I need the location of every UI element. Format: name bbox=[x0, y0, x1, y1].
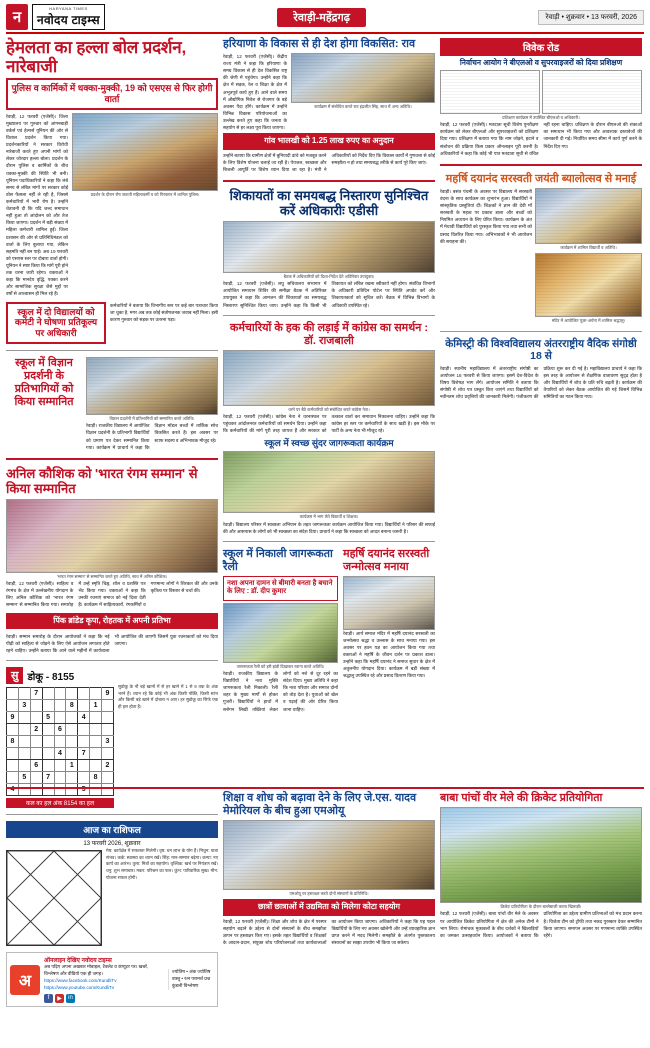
sudoku-cell[interactable]: 2 bbox=[102, 760, 114, 772]
mou-body: रेवाड़ी, 12 फरवरी (एजेंसी)। शिक्षा और शोध के क्षेत्र में परस्पर सहयोग बढ़ाने के उद्देश्य से दोनों संस्थानों के बीच समझौता ज्ञापन पर हस्ताक्षर किए गए। इसके तहत विद्यार्थियों व शिक्षकों के आदान-प्रदान, संयुक्त शोध परियोजनाओं तथा कार्यशालाओं का आयोजन किया जाएगा। अधिकारियों ने कहा कि यह पहल विद्यार्थियों के लिए नए अवसर खोलेगी और उन्हें व्यावहारिक ज्ञान प्राप्त करने में मदद मिलेगी। समझौते के अंतर्गत पुस्तकालय संसाधनों का साझा उपयोग भी किया जा सकेगा। bbox=[223, 918, 435, 946]
sudoku-cell[interactable]: 7 bbox=[42, 772, 54, 784]
training-photo-row bbox=[440, 70, 642, 114]
divider-accent bbox=[6, 458, 218, 460]
publication-logo: न bbox=[6, 4, 28, 30]
sudoku-cell[interactable]: 5 bbox=[42, 712, 54, 724]
sudoku-cell[interactable]: 7 bbox=[78, 748, 90, 760]
worker-body: रेवाड़ी, 12 फरवरी (एजेंसी)। कांग्रेस नेता ने धरनास्थल पर पहुंचकर आंदोलनरत कर्मचारियों को समर्थन दिया। उन्होंने कहा कि कर्मचारियों की मांगें पूरी तरह जायज हैं और सरकार को तत्काल वार्ता कर समाधान निकालना चाहिए। उन्होंने कहा कि कांग्रेस हर स्तर पर कर्मचारियों के साथ खड़ी है। इस मौके पर पार्टी के अन्य नेता भी मौजूद रहे। bbox=[223, 414, 435, 434]
sudoku-cell[interactable] bbox=[78, 772, 90, 784]
extra-col1-body: रेवाड़ी। सम्मान समारोह के दौरान आयोजकों ने कहा कि नई पीढ़ी को साहित्य से जोड़ने के लिए ऐसे आयोजन लगातार होते रहने चाहिए। उन्होंने बताया कि आने वाले महीनों में कार्यशाला भी आयोजित की जाएगी जिसमें युवा रचनाकारों को मंच दिया जाएगा। bbox=[6, 633, 218, 654]
bottom-band bbox=[6, 787, 644, 1039]
ad-side-text: ज्योतिष • अंक ज्योतिष वास्तु • रत्न परामर्श प्रश्न कुंडली विश्लेषण bbox=[168, 969, 214, 990]
sudoku-cell[interactable] bbox=[54, 700, 66, 712]
divider-accent-3 bbox=[440, 164, 642, 166]
sudoku-badge: सु bbox=[6, 667, 23, 684]
sudoku-cell[interactable] bbox=[54, 736, 66, 748]
saraswati-story bbox=[343, 548, 435, 713]
award-photo bbox=[6, 499, 218, 573]
sudoku-cell[interactable]: 1 bbox=[66, 760, 78, 772]
mou-headline: शिक्षा व शोध को बढ़ावा देने के लिए जे.एस. यादव मेमोरियल के बीच हुआ एमओयू bbox=[223, 792, 417, 817]
sudoku-cell[interactable] bbox=[66, 724, 78, 736]
sudoku-cell[interactable] bbox=[7, 748, 19, 760]
sudoku-cell[interactable] bbox=[90, 760, 102, 772]
cricket-story bbox=[440, 792, 642, 1039]
lead-photo bbox=[72, 113, 218, 191]
lead-photo-caption: प्रदर्शन के दौरान रोष जताती महिलाकर्मी व को गिरफ्तार में शामिल पुलिस। bbox=[90, 191, 200, 197]
grievance-headline: शिकायतों का समयबद्ध निस्तारण सुनिश्चित करें अधिकारीः एडीसी bbox=[229, 187, 429, 218]
training-photo-2 bbox=[542, 70, 642, 114]
ad-links[interactable]: https://www.facebook.com/KundliTv https://www.youtube.com/KundliTv bbox=[44, 978, 117, 990]
worker-photo-caption: धरने पर बैठे कर्मचारियों को संबोधित करते कांग्रेस नेता। bbox=[288, 406, 370, 412]
sudoku-cell[interactable] bbox=[102, 700, 114, 712]
masthead bbox=[6, 4, 644, 34]
sudoku-cell[interactable] bbox=[7, 688, 19, 700]
sudoku-cell[interactable] bbox=[42, 724, 54, 736]
rally-quote-box bbox=[223, 576, 338, 601]
horoscope-title: आज का राशिफल bbox=[6, 821, 218, 838]
sudoku-cell[interactable]: 6 bbox=[30, 760, 42, 772]
mou-callout: छात्रों छात्राओं में उद्यमिता को मिलेगा कोटा सहयोग bbox=[223, 899, 435, 915]
publication-title: नवोदय टाइम्स bbox=[37, 13, 100, 27]
masthead-center bbox=[105, 4, 539, 30]
training-photo-1 bbox=[440, 70, 540, 114]
rally-photo-caption: जागरूकता रैली को हरी झंडी दिखाकर रवाना करते अतिथि। bbox=[236, 663, 325, 669]
development-grant-note: गांव भालखी को 1.25 लाख रुपए का अनुदान bbox=[223, 133, 435, 149]
basant-story bbox=[440, 173, 642, 325]
sudoku-cell[interactable]: 3 bbox=[18, 700, 30, 712]
divider-5 bbox=[223, 541, 435, 542]
horoscope-date: 13 फरवरी 2026, शुक्रवार bbox=[83, 841, 141, 848]
sudoku-cell[interactable] bbox=[54, 772, 66, 784]
sudoku-cell[interactable] bbox=[7, 760, 19, 772]
cricket-headline: बाबा पांचों वीर मेले की क्रिकेट प्रतियोगिता bbox=[440, 792, 603, 804]
lead-callout-body: कर्मचारियों ने बताया कि विभागीय स्तर पर कई बार पत्राचार किया जा चुका है, मगर अब तक कोई संतोषजनक जवाब नहीं मिला। इसी कारण गुरुवार को सड़क पर उतरना पड़ा। bbox=[110, 302, 218, 322]
sudoku-cell[interactable] bbox=[18, 712, 30, 724]
divider-accent-2 bbox=[223, 180, 435, 182]
cricket-body: रेवाड़ी, 12 फरवरी (एजेंसी)। बाबा पांचों वीर मेले के अवसर पर आयोजित क्रिकेट प्रतियोगिता में क्षेत्र की अनेक टीमों ने भाग लिया। रोमांचक मुकाबलों के बीच दर्शकों ने खिलाड़ियों का जमकर उत्साहवर्धन किया। आयोजकों ने बताया कि प्रतियोगिता का उद्देश्य ग्रामीण प्रतिभाओं को मंच प्रदान करना है। विजेता टीम को ट्रॉफी तथा नकद पुरस्कार देकर सम्मानित किया जाएगा। समापन अवसर पर गणमान्य व्यक्ति उपस्थित रहेंगे। bbox=[440, 911, 642, 938]
sudoku-cell[interactable] bbox=[42, 760, 54, 772]
sudoku-cell[interactable] bbox=[30, 736, 42, 748]
horoscope-text: मेष: कार्यक्षेत्र में सफलता मिलेगी। वृष: धन लाभ के योग हैं। मिथुन: यात्रा संभव। कर्क: स्वास्थ्य का ध्यान रखें। सिंह: मान-सम्मान बढ़ेगा। कन्या: नए कार्य का आरंभ। तुला: मित्रों का सहयोग। वृश्चिक: खर्च पर नियंत्रण रखें। धनु: शुभ समाचार। मकर: परिश्रम का फल। कुंभ: पारिवारिक सुख। मीन: योजना सफल होगी। bbox=[106, 848, 218, 880]
sudoku-cell[interactable]: 8 bbox=[66, 700, 78, 712]
sudoku-cell[interactable]: 6 bbox=[54, 724, 66, 736]
lead-callout-text: स्कूल में दो विद्यालयों को कमेटी ने घोषणा प्रतिकूल्य पर अधिकारी bbox=[14, 306, 98, 339]
sudoku-header bbox=[6, 667, 218, 684]
sudoku-grid[interactable] bbox=[6, 687, 114, 796]
rally-photo bbox=[223, 603, 338, 663]
grievance-photo-caption: बैठक में अधिकारियों को दिशा-निर्देश देते अतिरिक्त उपायुक्त। bbox=[283, 273, 375, 279]
temple-photo bbox=[535, 253, 642, 317]
development-body: रेवाड़ी, 12 फरवरी (एजेंसी)। केंद्रीय राज्य मंत्री ने कहा कि हरियाणा के समग्र विकास से ही देश विकसित राष्ट्र की श्रेणी में पहुंचेगा। उन्होंने कहा कि क्षेत्र में सड़क, रेल व शिक्षा के क्षेत्र में अभूतपूर्व कार्य हुए हैं। आने वाले समय में औद्योगिक निवेश से रोजगार के बड़े अवसर पैदा होंगे। कार्यक्रम में उन्होंने विभिन्न विकास परियोजनाओं का उल्लेख करते हुए कहा कि जनता के सहयोग से हर लक्ष्य पूरा किया जाएगा। bbox=[223, 53, 287, 131]
sudoku-cell[interactable] bbox=[66, 772, 78, 784]
sudoku-cell[interactable]: 1 bbox=[90, 700, 102, 712]
worker-support-story bbox=[223, 322, 435, 435]
grievance-story bbox=[223, 189, 435, 309]
grievance-photo bbox=[223, 221, 435, 273]
sudoku-cell[interactable] bbox=[30, 748, 42, 760]
yoga-story bbox=[223, 438, 435, 534]
mou-photo-caption: एमओयू पर हस्ताक्षर करते दोनों संस्थानों के प्रतिनिधि। bbox=[289, 890, 369, 896]
temple-photo-caption: मंदिर में आयोजित पूजा-अर्चना में शामिल श्रद्धालु। bbox=[551, 318, 626, 324]
sudoku-instructions: सुडोकू के नौ बड़े खानों में से हर खाने में 1 से 9 तक के अंक भरने हैं। ध्यान रहे कि कोई भी अंक किसी पंक्ति, किसी स्तंभ और किसी बड़े खाने में दोबारा न आए। हर सुडोकू का सिर्फ एक ही हल होता है। bbox=[118, 684, 218, 710]
rally-quote: नशा अपना दामन से बीमारी बनता है बचाने के लिए : डॉ. दीप कुमार bbox=[227, 579, 333, 596]
dateline: रेवाड़ी • शुक्रवार • 13 फरवरी, 2026 bbox=[538, 10, 644, 25]
development-photo-caption: कार्यक्रम में संबोधित करते राव इंद्रजीत सिंह, साथ में अन्य अतिथि। bbox=[314, 103, 412, 109]
sudoku-cell[interactable]: 9 bbox=[102, 688, 114, 700]
sudoku-cell[interactable]: 7 bbox=[30, 688, 42, 700]
ad-headline: ऑनलाइन देखिए नवोदय टाइम्स bbox=[44, 958, 112, 965]
divider-2 bbox=[6, 660, 218, 661]
development-headline: हरियाणा के विकास से ही देश होगा विकसित: राव bbox=[223, 38, 416, 50]
sudoku-cell[interactable]: 4 bbox=[78, 712, 90, 724]
saraswati-headline: महर्षि दयानंद सरस्वती जन्मोत्सव मनाया bbox=[343, 547, 430, 573]
sudoku-answer-strip: कल का हल अंक 8154 का हल bbox=[6, 798, 114, 808]
saraswati-body: रेवाड़ी। आर्य समाज मंदिर में महर्षि दयानंद सरस्वती का जन्मोत्सव श्रद्धा व उल्लास के साथ मनाया गया। इस अवसर पर हवन यज्ञ का आयोजन किया गया तथा वक्ताओं ने महर्षि के जीवन दर्शन पर प्रकाश डाला। उन्होंने कहा कि महर्षि दयानंद ने समाज सुधार के क्षेत्र में अतुलनीय योगदान दिया। कार्यक्रम में बड़ी संख्या में श्रद्धालु उपस्थित रहे और प्रसाद वितरण किया गया। bbox=[343, 630, 435, 679]
sudoku-cell[interactable] bbox=[66, 736, 78, 748]
sudoku-cell[interactable] bbox=[78, 700, 90, 712]
mou-photo bbox=[223, 820, 435, 890]
rally-story bbox=[223, 548, 338, 713]
training-story bbox=[440, 38, 642, 157]
training-body: रेवाड़ी, 12 फरवरी (एजेंसी)। मतदाता सूची विशेष पुनरीक्षण कार्यक्रम को लेकर बीएलओ और सुपरवाइजरों को प्रशिक्षण दिया गया। प्रशिक्षण में बताया गया कि नाम जोड़ने, हटाने व संशोधन की प्रक्रिया किस प्रकार ऑनलाइन पूरी करनी है। अधिकारियों ने कहा कि कोई भी पात्र मतदाता सूची से वंचित नहीं रहना चाहिए। प्रशिक्षण के दौरान बीएलओ की शंकाओं का समाधान भी किया गया और आवश्यक दस्तावेजों की जानकारी दी गई। निर्धारित समय सीमा में कार्य पूर्ण करने के निर्देश दिए गए। bbox=[440, 122, 642, 156]
ad-body: अब पढ़िए अपना अखबार मोबाइल, टैबलेट व कंप्यूटर पर। खबरें, विश्लेषण और वीडियो एक ही जगह। bbox=[44, 964, 149, 977]
sudoku-title: डोकू - 8155 bbox=[27, 671, 75, 683]
lead-subhead: पुलिस व कार्मिकों में धक्का-मुक्की, 19 को एसएस से फिर होगी वार्ता bbox=[11, 83, 213, 104]
sudoku-cell[interactable] bbox=[78, 760, 90, 772]
sudoku-row bbox=[7, 736, 114, 748]
conference-body: रेवाड़ी। स्थानीय महाविद्यालय में अंतरराष्ट्रीय संगोष्ठी का आयोजन 18 फरवरी से किया जाएगा। इसमें देश-विदेश के विषय विशेषज्ञ भाग लेंगे। आयोजन समिति ने बताया कि संगोष्ठी में शोध पत्र प्रस्तुत किए जाएंगे तथा विद्यार्थियों को नवीनतम शोध प्रवृत्तियों की जानकारी मिलेगी। पंजीकरण की प्रक्रिया शुरू कर दी गई है। महाविद्यालय प्राचार्य ने कहा कि इस तरह के आयोजन से शैक्षणिक वातावरण सुदृढ़ होता है और विद्यार्थियों में शोध के प्रति रुचि बढ़ती है। कार्यक्रम की तैयारियों को लेकर बैठक आयोजित की गई जिसमें विभिन्न समितियों का गठन किया गया। bbox=[440, 366, 642, 400]
mou-story bbox=[223, 792, 435, 1039]
masthead-brand bbox=[6, 4, 105, 30]
sudoku-cell[interactable] bbox=[102, 712, 114, 724]
award-headline: अनिल कौशिक को 'भारत रंगम सम्मान' से किया सम्मानित bbox=[6, 465, 198, 496]
basant-photo bbox=[535, 188, 642, 244]
publication-name-box bbox=[32, 4, 105, 30]
basant-body: रेवाड़ी। बसंत पंचमी के अवसर पर विद्यालय में सरस्वती वंदना के साथ कार्यक्रम का शुभारंभ हुआ। विद्यार्थियों ने सांस्कृतिक प्रस्तुतियां दीं। शिक्षकों ने ज्ञान की देवी माँ सरस्वती के महत्व पर प्रकाश डाला और बच्चों को नियमित अध्ययन के लिए प्रेरित किया। कार्यक्रम के अंत में मेधावी विद्यार्थियों को पुरस्कृत किया गया तथा सभी को प्रसाद वितरित किया गया। अभिभावकों ने भी आयोजन की सराहना की। bbox=[440, 188, 532, 244]
sudoku-cell[interactable] bbox=[90, 724, 102, 736]
sudoku-cell[interactable] bbox=[18, 748, 30, 760]
sudoku-cell[interactable] bbox=[18, 736, 30, 748]
sudoku-cell[interactable] bbox=[54, 712, 66, 724]
lead-body-left: रेवाड़ी, 12 फरवरी (एजेंसी)। जिला मुख्यालय पर गुरुवार को आंगनबाड़ी वर्कर्स एवं हेल्पर्स यूनियन की ओर से विशाल प्रदर्शन किया गया। प्रदर्शनकारियों ने सरकार विरोधी नारेबाजी करते हुए अपनी मांगों को लेकर जोरदार हल्ला बोला। प्रदर्शन के दौरान पुलिस व कार्मिकों के बीच धक्का-मुक्की की स्थिति भी बनी। यूनियन पदाधिकारियों ने कहा कि लंबे समय से लंबित मांगों पर सरकार कोई ठोस फैसला नहीं ले रही है, जिससे कर्मचारियों में भारी रोष है। उन्होंने चेतावनी दी कि यदि जल्द समाधान नहीं हुआ तो आंदोलन को और तेज किया जाएगा। प्रदर्शन में बड़ी संख्या में महिला कर्मचारी शामिल हुईं। जिला प्रशासन की ओर से प्रतिनिधिमंडल को वार्ता के लिए बुलाया गया, लेकिन सहमति नहीं बन पाई। अब 19 फरवरी को एसएस स्तर पर दोबारा वार्ता होगी। यूनियन ने स्पष्ट किया कि मांगें पूरी होने तक धरना जारी रहेगा। वक्ताओं ने कहा कि मानदेय वृद्धि, पक्का करने और सामाजिक सुरक्षा जैसे मुद्दों पर वर्षों से आश्वासन ही मिल रहे हैं। bbox=[6, 113, 68, 297]
sudoku-cell[interactable] bbox=[90, 688, 102, 700]
lead-headline: हेमलता का हल्ला बोल प्रदर्शन, नारेबाजी bbox=[6, 38, 187, 77]
sudoku-cell[interactable] bbox=[7, 700, 19, 712]
sudoku-cell[interactable] bbox=[102, 772, 114, 784]
worker-photo bbox=[223, 350, 435, 406]
sudoku-cell[interactable] bbox=[18, 760, 30, 772]
lead-subhead-box bbox=[6, 78, 218, 110]
sudoku-cell[interactable] bbox=[78, 688, 90, 700]
sudoku-row bbox=[7, 688, 114, 700]
sudoku-cell[interactable]: 3 bbox=[102, 736, 114, 748]
rally-headline: स्कूल में निकाली जागरूकता रैली bbox=[223, 547, 333, 573]
sudoku-cell[interactable]: 4 bbox=[54, 748, 66, 760]
sudoku-cell[interactable] bbox=[7, 772, 19, 784]
conference-story bbox=[440, 338, 642, 401]
yoga-photo bbox=[223, 451, 435, 513]
cricket-photo-caption: क्रिकेट प्रतियोगिता के दौरान बल्लेबाजी करता खिलाड़ी। bbox=[500, 903, 582, 909]
sudoku-cell[interactable]: 8 bbox=[90, 772, 102, 784]
sudoku-cell[interactable]: 8 bbox=[7, 736, 19, 748]
science-photo-caption: विज्ञान प्रदर्शनी में प्रतिभागियों को सम्मानित करते अतिथि। bbox=[109, 415, 195, 421]
sudoku-cell[interactable] bbox=[30, 700, 42, 712]
sudoku-cell[interactable]: 4 bbox=[7, 784, 19, 796]
award-photo-caption: 'भारत रंगम सम्मान' से सम्मानित करते हुए अतिथि, साथ में अनिल कौशिक। bbox=[56, 573, 168, 579]
training-kicker: विवेक रोड bbox=[440, 38, 642, 56]
basant-headline: महर्षि दयानंद सरस्वती जयंती ब्यालोत्सव से मनाई bbox=[445, 172, 637, 185]
sudoku-cell[interactable]: 5 bbox=[18, 772, 30, 784]
publication-kicker: HARYANA TIMES bbox=[49, 6, 88, 11]
masthead-right bbox=[538, 4, 644, 30]
sudoku-cell[interactable] bbox=[7, 724, 19, 736]
youtube-icon[interactable]: ▶ bbox=[55, 994, 64, 1003]
sudoku-cell[interactable] bbox=[42, 688, 54, 700]
science-photo bbox=[86, 357, 218, 415]
sudoku-row bbox=[7, 772, 114, 784]
rally-body: रेवाड़ी। राजकीय विद्यालय के विद्यार्थियों ने नशा मुक्ति जागरूकता रैली निकाली। रैली शहर के मुख्य मार्गों से होकर गुजरी। विद्यार्थियों ने हाथों में स्लोगन लिखी तख्तियां लेकर लोगों को नशे से दूर रहने का संदेश दिया। मुख्य अतिथि ने कहा कि नशा परिवार और समाज दोनों को तोड़ देता है। युवाओं को खेल व पढ़ाई की ओर प्रेरित किया जाना चाहिए। bbox=[223, 671, 338, 712]
sudoku-cell[interactable] bbox=[90, 736, 102, 748]
sudoku-row bbox=[7, 724, 114, 736]
training-photo-caption: प्रशिक्षण कार्यक्रम में उपस्थित बीएलओ व अधिकारी। bbox=[502, 114, 580, 120]
conference-headline: केमिस्ट्री की विश्वविद्यालय अंतरराष्ट्रीय वैदिक संगोष्ठी 18 से bbox=[445, 337, 637, 363]
linkedin-icon[interactable]: in bbox=[66, 994, 75, 1003]
sudoku-cell[interactable] bbox=[66, 748, 78, 760]
facebook-icon[interactable]: f bbox=[44, 994, 53, 1003]
ad-logo: अ bbox=[10, 965, 40, 995]
sudoku-cell[interactable] bbox=[90, 748, 102, 760]
science-story bbox=[6, 357, 218, 451]
rally-and-saraswati bbox=[223, 548, 435, 713]
sudoku-cell[interactable] bbox=[54, 688, 66, 700]
sudoku-cell[interactable] bbox=[66, 688, 78, 700]
sudoku-cell[interactable]: 9 bbox=[7, 712, 19, 724]
development-story bbox=[223, 38, 435, 173]
yoga-headline: स्कूल में स्वच्छ सुंदर जागरूकता कार्यक्रम bbox=[264, 438, 394, 449]
lead-story bbox=[6, 38, 218, 298]
training-headline: निर्वाचन आयोग ने बीएलओ व सुपरवाइजरों को दिया प्रशिक्षण bbox=[459, 58, 623, 67]
divider-6 bbox=[440, 331, 642, 332]
development-body-2: उन्होंने बताया कि ग्रामीण क्षेत्रों में बुनियादी ढांचे को मजबूत करने के लिए विशेष योजना चलाई जा रही है। पेयजल, स्वच्छता और बिजली आपूर्ति पर विशेष ध्यान दिया जा रहा है। मंत्री ने अधिकारियों को निर्देश दिए कि विकास कार्यों में गुणवत्ता से कोई समझौता न हो तथा समयबद्ध तरीके से कार्य पूरे किए जाएं। bbox=[223, 152, 435, 172]
divider bbox=[6, 350, 218, 351]
divider-4 bbox=[223, 315, 435, 316]
development-photo bbox=[291, 53, 435, 103]
yoga-body: रेवाड़ी। विद्यालय परिसर में स्वच्छता अभियान के तहत जागरूकता कार्यक्रम आयोजित किया गया। विद्यार्थियों ने परिसर की सफाई की और आसपास के लोगों को भी स्वच्छता का संदेश दिया। प्राचार्य ने कहा कि स्वच्छता को आदत बनाना जरूरी है। bbox=[223, 521, 435, 534]
sudoku-cell[interactable] bbox=[30, 712, 42, 724]
sudoku-cell[interactable] bbox=[42, 700, 54, 712]
sudoku-row bbox=[7, 748, 114, 760]
sudoku-row bbox=[7, 700, 114, 712]
yoga-photo-caption: कार्यक्रम में भाग लेते विद्यार्थी व शिक्षक। bbox=[299, 514, 359, 520]
basant-photo-caption: कार्यक्रम में शामिल विद्यार्थी व अतिथि। bbox=[560, 244, 617, 250]
award-body: रेवाड़ी, 12 फरवरी (एजेंसी)। साहित्य व रंगमंच के क्षेत्र में उल्लेखनीय योगदान के लिए अनिल कौशिक को 'भारत रंगम सम्मान' से सम्मानित किया गया। समारोह में उन्हें स्मृति चिह्न, शॉल व प्रशस्ति पत्र भेंट किया गया। वक्ताओं ने कहा कि उनकी रचनाएं समाज को नई दिशा देती हैं। कार्यक्रम में साहित्यकारों, रंगकर्मियों व गणमान्य लोगों ने शिरकत की और उनके कृतित्व पर विस्तार से चर्चा की। bbox=[6, 581, 218, 608]
sudoku-cell[interactable] bbox=[90, 712, 102, 724]
worker-headline: कर्मचारियों के हक की लड़ाई में कांग्रेस का समर्थन : डॉ. राजबाली bbox=[229, 321, 429, 347]
pink-strip: पिंक ब्रांडेड कृपा, रोहतक में अपनी प्रतिभा bbox=[6, 613, 218, 629]
sudoku-cell[interactable] bbox=[30, 772, 42, 784]
bottom-left-spacer bbox=[6, 792, 218, 1039]
sudoku-cell[interactable] bbox=[78, 724, 90, 736]
sudoku-cell[interactable] bbox=[42, 736, 54, 748]
sudoku-cell[interactable] bbox=[102, 724, 114, 736]
sudoku-cell[interactable] bbox=[42, 748, 54, 760]
sudoku-cell[interactable] bbox=[18, 688, 30, 700]
sudoku-cell[interactable] bbox=[18, 724, 30, 736]
edition-badge: रेवाड़ी-महेंद्रगढ़ bbox=[277, 8, 366, 27]
sudoku-cell[interactable] bbox=[102, 748, 114, 760]
award-story bbox=[6, 467, 218, 609]
sudoku-row bbox=[7, 760, 114, 772]
sudoku-cell[interactable]: 2 bbox=[30, 724, 42, 736]
saraswati-photo bbox=[343, 576, 435, 630]
sudoku-cell[interactable] bbox=[66, 712, 78, 724]
sudoku-cell[interactable]: 5 bbox=[78, 784, 90, 796]
grievance-body: रेवाड़ी, 12 फरवरी (एजेंसी)। लघु सचिवालय सभागार में आयोजित समाधान शिविर की समीक्षा बैठक में अतिरिक्त उपायुक्त ने कहा कि आमजन की शिकायतों का समयबद्ध निस्तारण सुनिश्चित किया जाए। उन्होंने कहा कि किसी भी शिकायत को लंबित रखना स्वीकार्य नहीं होगा। संबंधित विभागों के अधिकारी प्रतिदिन पोर्टल पर स्थिति अपडेट करें और शिकायतकर्ता को सूचित करें। बैठक में विभिन्न विभागों के अधिकारी उपस्थित रहे। bbox=[223, 281, 435, 308]
sudoku-row bbox=[7, 712, 114, 724]
science-body: रेवाड़ी। राजकीय विद्यालय में आयोजित विज्ञान प्रदर्शनी के प्रतिभागी विद्यार्थियों को प्रमाण पत्र देकर सम्मानित किया गया। कार्यक्रम में प्राचार्य ने कहा कि विज्ञान मॉडल बच्चों में तार्किक सोच विकसित करते हैं। इस अवसर पर स्टाफ सदस्य व अभिभावक मौजूद रहे। bbox=[86, 423, 218, 450]
sudoku-cell[interactable] bbox=[54, 760, 66, 772]
science-headline: स्कूल में विज्ञान प्रदर्शनी के प्रतिभागियों को किया सम्मानित bbox=[14, 356, 74, 408]
sudoku-cell[interactable] bbox=[78, 736, 90, 748]
lead-callout-box bbox=[6, 302, 106, 344]
cricket-photo bbox=[440, 807, 642, 903]
